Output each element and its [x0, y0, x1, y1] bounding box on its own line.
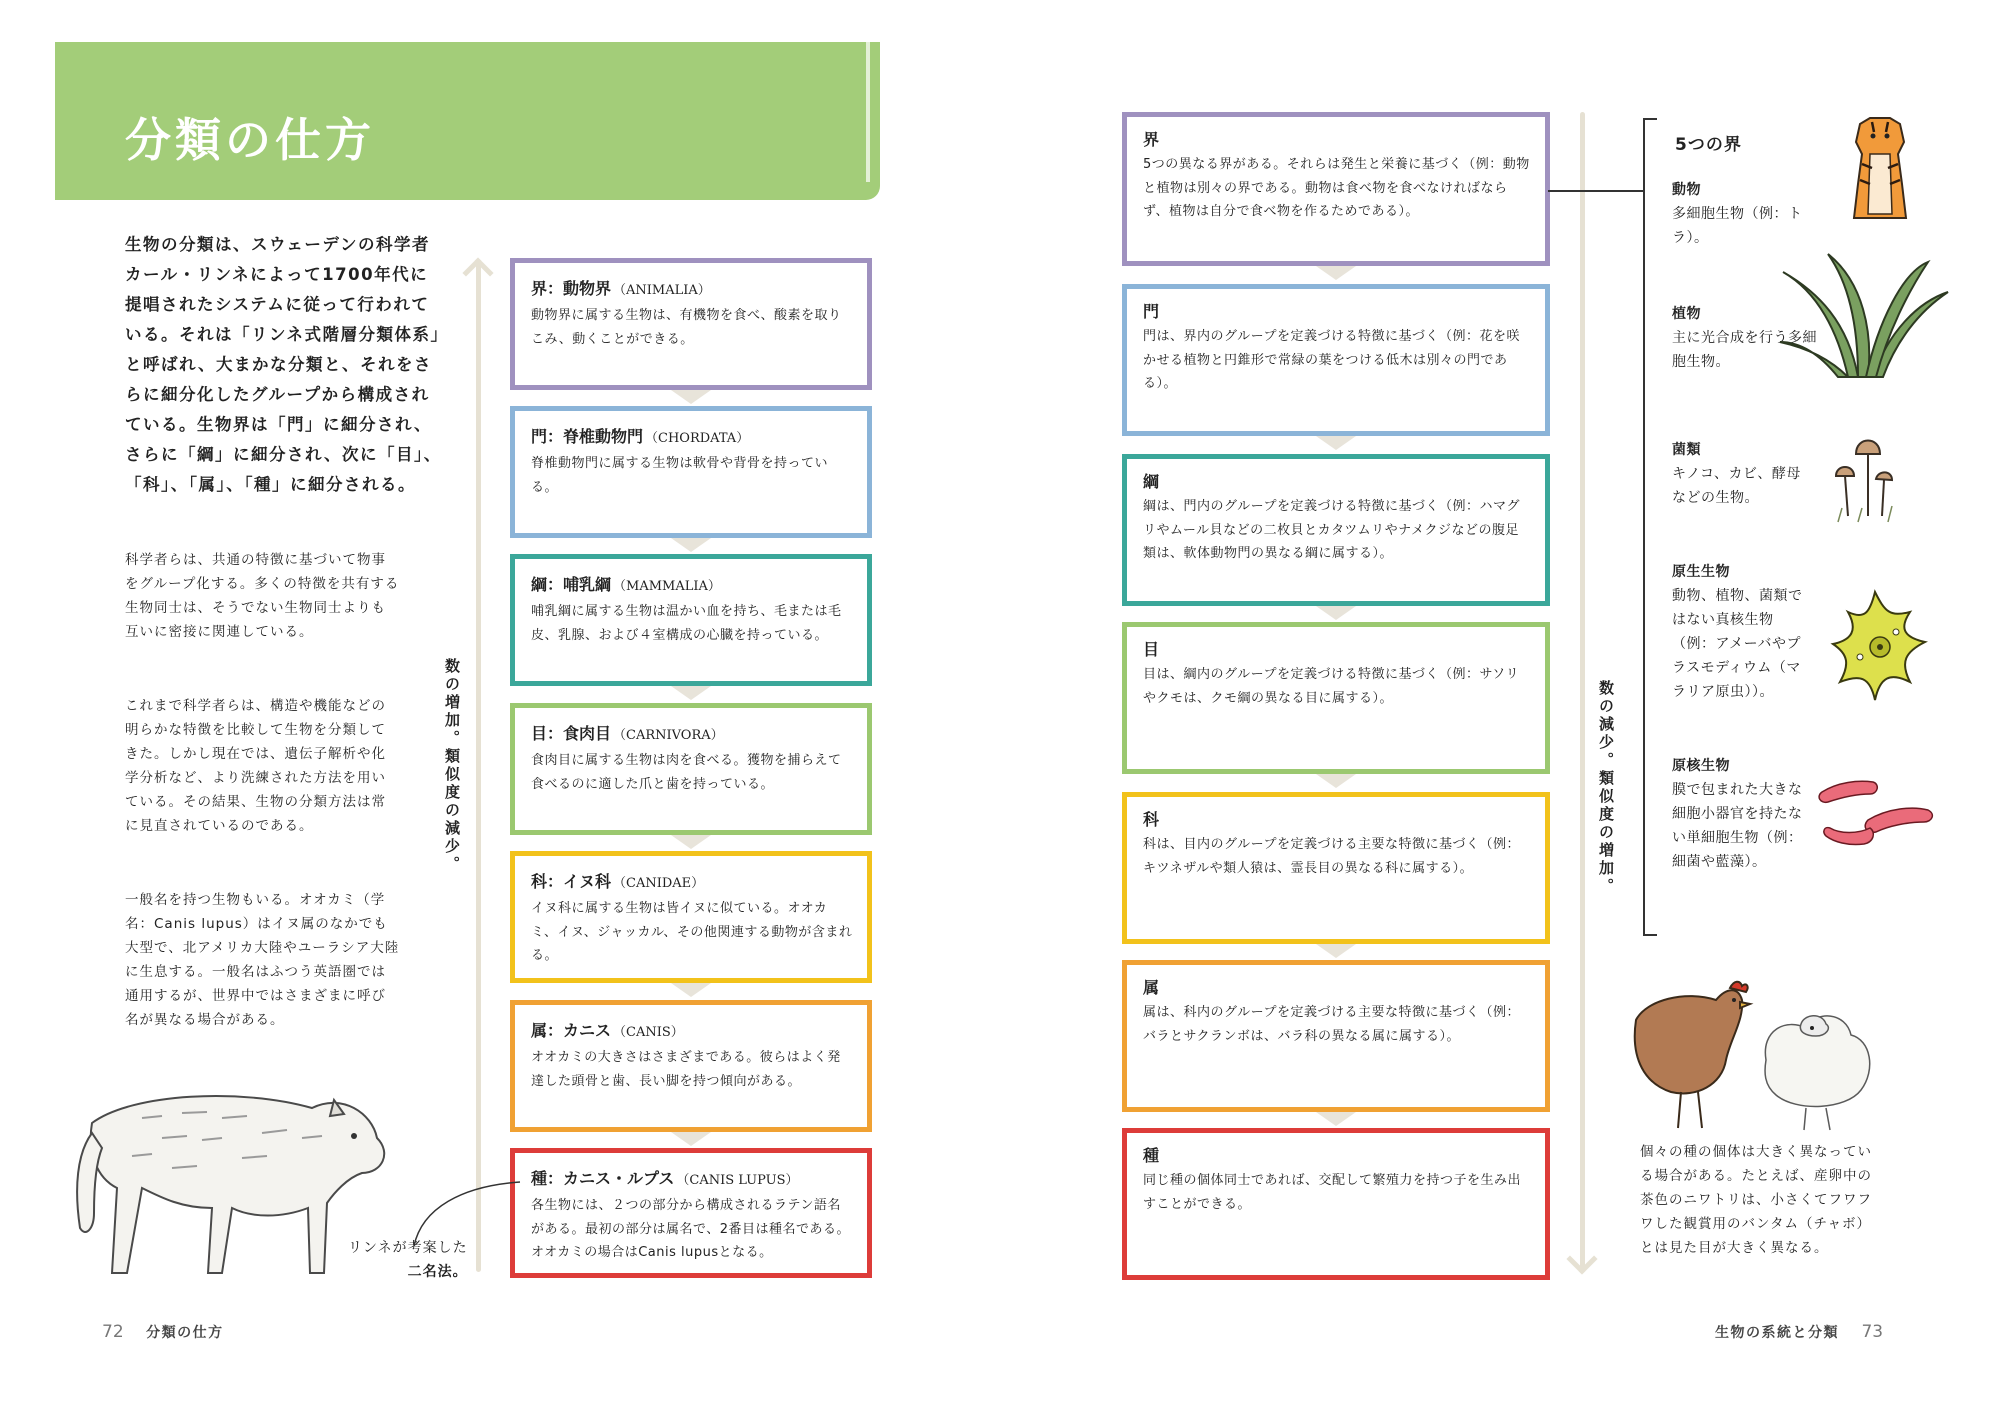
- rank-desc: 5つの異なる界がある。それらは発生と栄養に基づく（例：動物と植物は別々の界である。動物は食べ物を食べなければならず、植物は自分で食べ物を作るためである）。: [1143, 157, 1530, 219]
- binomial-caption-line-1: リンネが考案した: [348, 1240, 468, 1256]
- rank-latin: （CARNIVORA）: [613, 728, 724, 743]
- kingdom-bracket-top: [1643, 118, 1657, 120]
- footer-right: [1715, 1322, 1883, 1342]
- kingdom-connector-line: [1548, 190, 1643, 192]
- rank-title: [531, 871, 853, 895]
- wolf-rank-box: [510, 554, 872, 686]
- wolf-rank-box: [510, 851, 872, 983]
- rank-title: [531, 1020, 853, 1044]
- rank-desc: 目は、綱内のグループを定義づける特徴に基づく（例：サソリやクモは、クモ綱の異なる目に属する）。: [1143, 667, 1520, 706]
- plant-illustration: [1778, 252, 1950, 382]
- rank-name: 界：動物界: [531, 279, 612, 298]
- box-connector: [1316, 774, 1356, 788]
- decrease-arrow-line: [1580, 112, 1585, 1272]
- rank-desc: オオカミの大きさはさまざまである。彼らはよく発達した頭骨と歯、長い脚を持つ傾向がある。: [531, 1050, 841, 1089]
- wolf-illustration: [72, 1078, 392, 1283]
- rank-title: 綱: [1143, 472, 1160, 491]
- tiger-illustration: [1842, 114, 1917, 226]
- rank-desc: 脊椎動物門に属する生物は軟骨や背骨を持っている。: [531, 456, 829, 495]
- box-connector: [671, 538, 711, 552]
- rank-title: 科: [1143, 810, 1160, 829]
- box-connector: [1316, 436, 1356, 450]
- kingdom-desc: 膜で包まれた大きな細胞小器官を持たない単細胞生物（例：細菌や藍藻）。: [1672, 782, 1803, 870]
- rank-title: [531, 1168, 853, 1192]
- rank-desc: 各生物には、２つの部分から構成されるラテン語名がある。最初の部分は属名で、2番目は種名である。オオカミの場合はCanis lupusとなる。: [531, 1198, 851, 1260]
- kingdom-name: 原核生物: [1672, 758, 1730, 774]
- chicken-illustration: [1626, 980, 1876, 1140]
- chicken-caption: 個々の種の個体は大きく異なっている場合がある。たとえば、産卵中の茶色のニワトリは、小さくてフワフワした観賞用のバンタム（チャボ）とは見た目が大きく異なる。: [1640, 1144, 1872, 1256]
- binomial-caption-line-2: 二名法。: [407, 1264, 468, 1280]
- box-connector: [1316, 1112, 1356, 1126]
- rank-desc: 綱は、門内のグループを定義づける特徴に基づく（例：ハマグリやムール貝などの二枚貝とカタツムリやナメクジなどの腹足類は、軟体動物門の異なる綱に属する）。: [1143, 499, 1520, 561]
- intro-text: 生物の分類は、スウェーデンの科学者カール・リンネによって1700年代に提唱されたシステムに従って行われている。それは「リンネ式階層分類体系」と呼ばれ、大まかな分類と、それをさらに細分化したグループから構成されている。生物界は「門」に細分され、さらに「綱」に細分され、次に「目」、「科」、「属」、「種」に細分される。: [125, 235, 442, 494]
- kingdom-name: 動物: [1672, 182, 1701, 198]
- rank-desc: 属は、科内のグループを定義づける主要な特徴に基づく（例：バラとサクランボは、バラ科の異なる属に属する）。: [1143, 1005, 1520, 1044]
- kingdom-name: 菌類: [1672, 442, 1701, 458]
- wolf-rank-box: [510, 406, 872, 538]
- bacteria-illustration: [1818, 772, 1938, 854]
- rank-title: [531, 426, 853, 450]
- rank-title: 種: [1143, 1146, 1160, 1165]
- footer-left-label: 分類の仕方: [146, 1325, 224, 1341]
- footer-left: [102, 1322, 224, 1342]
- increase-arrow-line: [476, 262, 481, 1272]
- mushroom-illustration: [1828, 424, 1908, 524]
- rank-title: 目: [1143, 640, 1160, 659]
- rank-latin: （CANIDAE）: [613, 876, 705, 891]
- kingdom-prokaryote: [1672, 754, 1807, 874]
- kingdoms-heading: 5つの界: [1675, 135, 1742, 155]
- rank-title: [531, 723, 853, 747]
- rank-box: [1122, 792, 1550, 944]
- kingdom-desc: 動物、植物、菌類ではない真核生物（例：アメーバやプラスモディウム（マラリア原虫））。: [1672, 588, 1803, 700]
- rank-desc: 哺乳綱に属する生物は温かい血を持ち、毛または毛皮、乳腺、および４室構成の心臓を持っている。: [531, 604, 842, 643]
- page-title: 分類の仕方: [125, 113, 375, 167]
- kingdom-desc: 多細胞生物（例：トラ）。: [1672, 206, 1803, 246]
- box-connector: [671, 983, 711, 997]
- rank-title: 界: [1143, 130, 1160, 149]
- wolf-rank-box: [510, 1148, 872, 1278]
- page-number-right: 73: [1861, 1322, 1884, 1342]
- rank-name: 目：食肉目: [531, 724, 612, 743]
- rank-name: 種：カニス・ルプス: [531, 1169, 675, 1188]
- kingdom-animal: [1672, 178, 1832, 250]
- kingdom-bracket: [1643, 118, 1645, 936]
- up-arrowhead-icon: [462, 257, 493, 288]
- rank-latin: （MAMMALIA）: [613, 579, 721, 594]
- page-number-left: 72: [102, 1322, 124, 1342]
- box-connector: [671, 686, 711, 700]
- box-connector: [1316, 266, 1356, 280]
- wolf-rank-box: [510, 258, 872, 390]
- rank-latin: （CANIS LUPUS）: [676, 1173, 799, 1188]
- rank-box: [1122, 1128, 1550, 1280]
- rank-box: [1122, 112, 1550, 266]
- kingdom-desc: キノコ、カビ、酵母などの生物。: [1672, 466, 1801, 506]
- title-banner: [55, 42, 880, 200]
- wolf-rank-box: [510, 703, 872, 835]
- rank-box: [1122, 622, 1550, 774]
- rank-title: 門: [1143, 302, 1160, 321]
- paragraph-3: 一般名を持つ生物もいる。オオカミ（学名：Canis lupus）はイヌ属のなかでも大型で、北アメリカ大陸やユーラシア大陸に生息する。一般名はふつう英語圏では通用するが、世界中ではさまざまに呼び名が異なる場合がある。: [125, 892, 400, 1028]
- rank-desc: 同じ種の個体同士であれば、交配して繁殖力を持つ子を生み出すことができる。: [1143, 1173, 1522, 1212]
- rank-latin: （CHORDATA）: [645, 431, 750, 446]
- amoeba-illustration: [1830, 582, 1930, 704]
- kingdom-fungi: [1672, 438, 1802, 510]
- box-connector: [1316, 944, 1356, 958]
- footer-right-label: 生物の系統と分類: [1715, 1325, 1839, 1341]
- paragraph-1: 科学者らは、共通の特徴に基づいて物事をグループ化する。多くの特徴を共有する生物同士は、そうでない生物同士よりも互いに密接に関連している。: [125, 552, 400, 640]
- rank-box: [1122, 454, 1550, 606]
- binomial-caption: [348, 1236, 468, 1284]
- rank-desc: 動物界に属する生物は、有機物を食べ、酸素を取りこみ、動くことができる。: [531, 308, 842, 347]
- rank-desc: イヌ科に属する生物は皆イヌに似ている。オオカミ、イヌ、ジャッカル、その他関連する動物が含まれる。: [531, 901, 853, 963]
- left-arrow-label: 数の増加。類似度の減少。: [443, 658, 461, 874]
- rank-title: [531, 278, 853, 302]
- wolf-rank-box: [510, 1000, 872, 1132]
- rank-latin: （ANIMALIA）: [613, 283, 711, 298]
- rank-name: 綱：哺乳綱: [531, 575, 612, 594]
- rank-title: [531, 574, 853, 598]
- rank-box: [1122, 284, 1550, 436]
- rank-name: 属：カニス: [531, 1021, 612, 1040]
- rank-name: 門：脊椎動物門: [531, 427, 644, 446]
- kingdom-name: 植物: [1672, 306, 1701, 322]
- rank-desc: 食肉目に属する生物は肉を食べる。獲物を捕らえて食べるのに適した爪と歯を持っている。: [531, 753, 842, 792]
- right-arrow-label: 数の減少。類似度の増加。: [1597, 680, 1615, 896]
- kingdom-name: 原生生物: [1672, 564, 1730, 580]
- rank-box: [1122, 960, 1550, 1112]
- rank-title: 属: [1143, 978, 1160, 997]
- paragraph-2: これまで科学者らは、構造や機能などの明らかな特徴を比較して生物を分類してきた。しかし現在では、遺伝子解析や化学分析など、より洗練された方法を用いている。その結果、生物の分類方法は常に見直されているのである。: [125, 698, 386, 834]
- kingdom-bracket-bottom: [1643, 934, 1657, 936]
- kingdom-protist: [1672, 560, 1807, 704]
- kingdom-desc: 主に光合成を行う多細胞生物。: [1672, 330, 1817, 370]
- box-connector: [671, 1132, 711, 1146]
- rank-desc: 科は、目内のグループを定義づける主要な特徴に基づく（例：キツネザルや類人猿は、霊長目の異なる科に属する）。: [1143, 837, 1520, 876]
- rank-desc: 門は、界内のグループを定義づける特徴に基づく（例：花を咲かせる植物と円錐形で常緑の葉をつける低木は別々の門である）。: [1143, 329, 1520, 391]
- box-connector: [1316, 606, 1356, 620]
- box-connector: [671, 390, 711, 404]
- box-connector: [671, 835, 711, 849]
- rank-name: 科：イヌ科: [531, 872, 612, 891]
- rank-latin: （CANIS）: [613, 1025, 684, 1040]
